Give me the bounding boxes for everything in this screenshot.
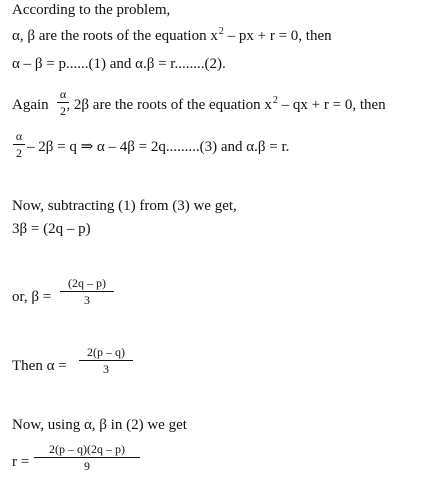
exponent: 2 bbox=[272, 95, 278, 106]
three-beta-line: 3β = (2q – p) bbox=[12, 221, 91, 237]
roots-statement-rest: – px + r = 0, then bbox=[223, 28, 332, 44]
roots-statement-line bbox=[12, 27, 332, 47]
exponent: 2 bbox=[218, 26, 224, 37]
fraction-alpha bbox=[79, 345, 133, 376]
fraction-numerator: α bbox=[15, 129, 23, 143]
fraction-numerator: α bbox=[59, 87, 67, 101]
fraction-result bbox=[34, 442, 140, 473]
subtracting-line: Now, subtracting (1) from (3) we get, bbox=[12, 198, 237, 214]
again-prefix: Again bbox=[12, 97, 53, 113]
fraction-beta bbox=[60, 276, 114, 307]
fraction-numerator: 2(p – q) bbox=[87, 345, 125, 359]
fraction-numerator: 2(p – q)(2q – p) bbox=[49, 442, 125, 456]
fraction-denominator: 9 bbox=[34, 457, 140, 473]
roots-statement-text: α, β are the roots of the equation x bbox=[12, 28, 218, 44]
fraction-denominator: 3 bbox=[60, 291, 114, 307]
intro-line: According to the problem, bbox=[12, 2, 171, 18]
fraction-denominator: 3 bbox=[79, 360, 133, 376]
fraction-alpha-over-2 bbox=[57, 87, 69, 118]
alpha-line: Then α = bbox=[12, 358, 67, 374]
using-line: Now, using α, β in (2) we get bbox=[12, 417, 187, 433]
equation-3-line: – 2β = q ⇒ α – 4β = 2q.........(3) and α.β = r. bbox=[27, 139, 290, 155]
fraction-denominator: 2 bbox=[13, 144, 25, 160]
beta-line: or, β = bbox=[12, 289, 52, 305]
again-rest: – qx + r = 0, then bbox=[277, 97, 386, 113]
again-text: , 2β are the roots of the equation x bbox=[66, 97, 272, 113]
result-line: r = bbox=[12, 454, 30, 470]
fraction-alpha-over-2 bbox=[13, 129, 25, 160]
fraction-denominator: 2 bbox=[57, 102, 69, 118]
fraction-numerator: (2q – p) bbox=[68, 276, 106, 290]
equation-1-2-line: α – β = p......(1) and α.β = r........(2). bbox=[12, 56, 226, 72]
